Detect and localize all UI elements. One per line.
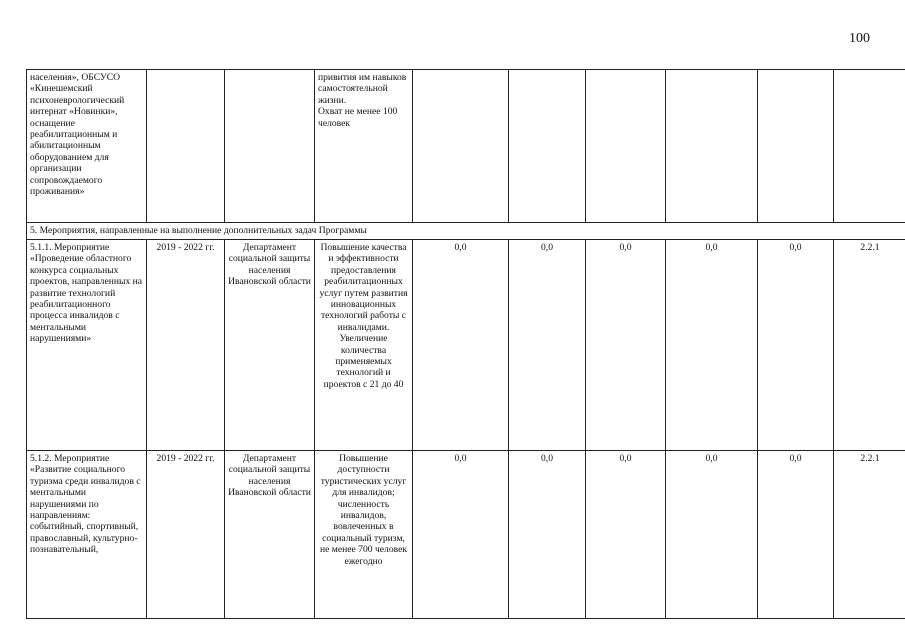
expected-result-cell: Повышение качества и эффективности предоставления реабилитационных услуг путем развития инновационных технологий работы с инвалидами. Увеличение количества применяемых технологий и проектов с 21 до 40 bbox=[315, 240, 413, 451]
activity-name-cell: населения», ОБСУСО «Кинешемский психоневрологический интернат «Новинки», оснащение реабилитационным и абилитационным оборудованием для организации сопровождаемого проживания» bbox=[27, 70, 147, 223]
value-cell bbox=[509, 70, 586, 223]
value-cell: 0,0 bbox=[413, 240, 509, 451]
value-cell: 0,0 bbox=[586, 451, 666, 619]
period-cell: 2019 - 2022 гг. bbox=[147, 240, 225, 451]
value-cell: 0,0 bbox=[509, 451, 586, 619]
section-heading: 5. Мероприятия, направленные на выполнение дополнительных задач Программы bbox=[27, 223, 905, 240]
activity-name-cell: 5.1.2. Мероприятие «Развитие социального туризма среди инвалидов с ментальными нарушениями по направлениям: событийный, спортивный, православный, культурно-познавательный, bbox=[27, 451, 147, 619]
executor-cell: Департамент социальной защиты населения Ивановской области bbox=[225, 240, 315, 451]
table-row bbox=[27, 451, 905, 619]
value-cell bbox=[413, 70, 509, 223]
value-cell bbox=[666, 70, 758, 223]
value-cell: 0,0 bbox=[666, 240, 758, 451]
value-cell: 0,0 bbox=[586, 240, 666, 451]
section-row bbox=[27, 223, 905, 240]
value-cell: 0,0 bbox=[666, 451, 758, 619]
value-cell bbox=[586, 70, 666, 223]
period-cell bbox=[147, 70, 225, 223]
activity-name-cell: 5.1.1. Мероприятие «Проведение областного конкурса социальных проектов, направленных на развитие технологий реабилитационного процесса инвалидов с ментальными нарушениями» bbox=[27, 240, 147, 451]
period-cell: 2019 - 2022 гг. bbox=[147, 451, 225, 619]
table-row bbox=[27, 240, 905, 451]
target-indicator-cell: 2.2.1 bbox=[834, 240, 905, 451]
value-cell bbox=[758, 70, 834, 223]
expected-result-cell: Повышение доступности туристических услуг для инвалидов; численность инвалидов, вовлеченных в социальный туризм, не менее 700 человек ежегодно bbox=[315, 451, 413, 619]
table-row bbox=[27, 70, 905, 223]
target-indicator-cell: 2.2.1 bbox=[834, 451, 905, 619]
target-indicator-cell bbox=[834, 70, 905, 223]
executor-cell bbox=[225, 70, 315, 223]
expected-result-cell: привития им навыков самостоятельной жизни. Охват не менее 100 человек bbox=[315, 70, 413, 223]
program-activities-table bbox=[26, 69, 905, 619]
page-number: 100 bbox=[849, 31, 870, 46]
value-cell: 0,0 bbox=[758, 451, 834, 619]
value-cell: 0,0 bbox=[413, 451, 509, 619]
value-cell: 0,0 bbox=[758, 240, 834, 451]
value-cell: 0,0 bbox=[509, 240, 586, 451]
executor-cell: Департамент социальной защиты населения Ивановской области bbox=[225, 451, 315, 619]
